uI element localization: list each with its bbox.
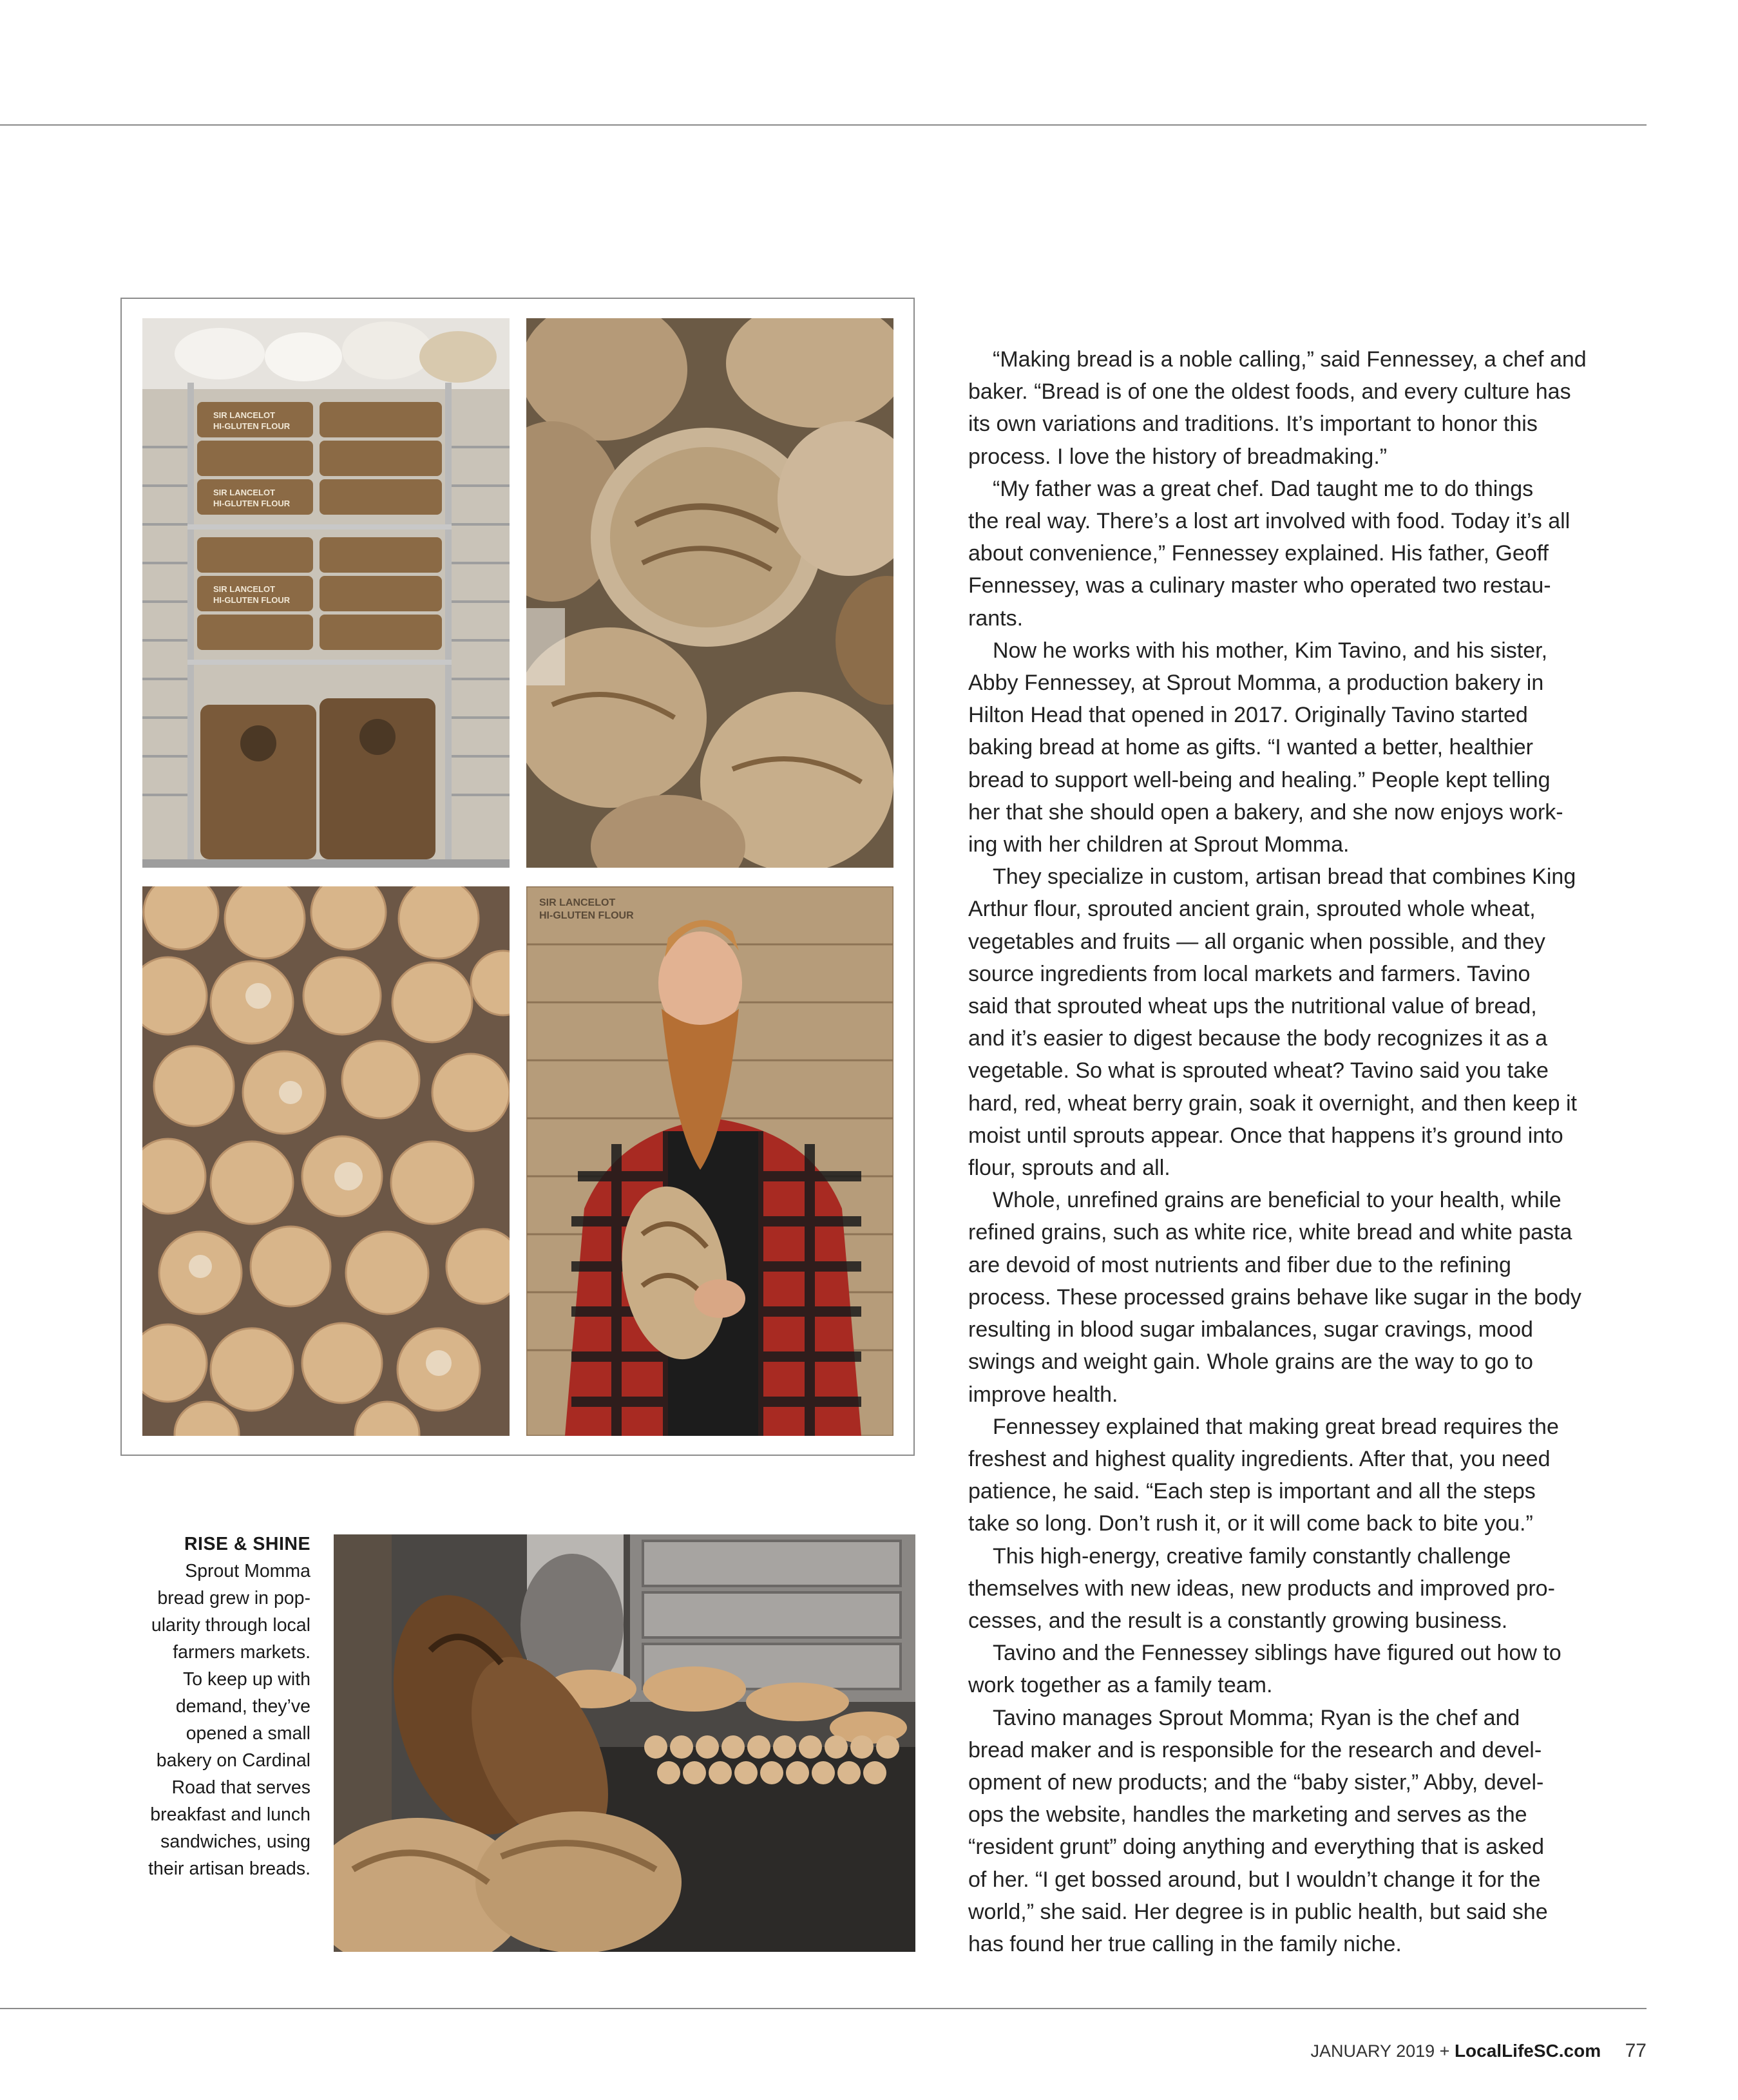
caption-line: Sprout Momma [185,1561,310,1581]
flour-shelves-photo [142,318,510,868]
article-line: about convenience,” Fennessey explained. His father, Geoff [968,541,1549,566]
article-line: ing with her children at Sprout Momma. [968,832,1350,857]
article-line: swings and weight gain. Whole grains are the way to go to [968,1350,1533,1375]
website-link[interactable]: LocalLifeSC.com [1454,2041,1601,2061]
article-line: said that sprouted wheat ups the nutritional value of bread, [968,994,1537,1019]
article-line: of her. “I get bossed around, but I wouldn’t change it for the [968,1867,1541,1892]
article-line: source ingredients from local markets and farmers. Tavino [968,961,1531,986]
caption-line: sandwiches, using [160,1831,310,1852]
article-line: Fennessey, was a culinary master who operated two restau- [968,573,1551,598]
caption-line: their artisan breads. [148,1858,310,1879]
article-line: are devoid of most nutrients and fiber due to the refining [968,1252,1511,1277]
flour-bag-label: SIR LANCELOT [539,897,616,908]
article-line: improve health. [968,1382,1118,1407]
caption-line: bread grew in pop- [157,1588,310,1608]
article-line: Fennessey explained that making great bread requires the [993,1414,1559,1439]
article-line: Hilton Head that opened in 2017. Originally Tavino started [968,703,1528,728]
article-line: Arthur flour, sprouted ancient grain, sprouted whole wheat, [968,897,1536,922]
article-line: refined grains, such as white rice, white bread and white pasta [968,1220,1572,1245]
caption-line: bakery on Cardinal [156,1750,310,1771]
dough-balls-photo [142,886,510,1436]
flour-bag-label: HI-GLUTEN FLOUR [213,499,291,508]
flour-bag-label: HI-GLUTEN FLOUR [213,421,291,431]
article-line: moist until sprouts appear. Once that happens it’s ground into [968,1123,1563,1148]
caption-line: breakfast and lunch [150,1804,310,1825]
article-line: themselves with new ideas, new products and improved pro- [968,1576,1555,1601]
round-loaves-photo [526,318,893,868]
article-body [968,343,1625,1960]
article-line: ops the website, handles the marketing and serves as the [968,1802,1527,1828]
bottom-rule [0,2008,1647,2009]
article-line: hard, red, wheat berry grain, soak it overnight, and then keep it [968,1091,1577,1116]
article-line: Tavino and the Fennessey siblings have figured out how to [993,1641,1561,1666]
top-rule [0,124,1647,126]
article-line: bread maker and is responsible for the research and devel- [968,1737,1542,1762]
article-line: baking bread at home as gifts. “I wanted a better, healthier [968,735,1533,760]
issue-date: JANUARY 2019 + [1310,2041,1450,2061]
article-line: Tavino manages Sprout Momma; Ryan is the chef and [993,1705,1520,1730]
bakery-interior-photo [334,1534,915,1952]
caption-line: opened a small [186,1723,310,1744]
caption-line: Road that serves [171,1777,310,1798]
flour-bag-label: SIR LANCELOT [213,584,276,594]
article-line: process. These processed grains behave like sugar in the body [968,1284,1581,1310]
article-line: This high-energy, creative family constantly challenge [993,1543,1511,1569]
caption-line: ularity through local [151,1615,310,1636]
article-line: vegetable. So what is sprouted wheat? Tavino said you take [968,1058,1549,1083]
article-line: “My father was a great chef. Dad taught me to do things [993,476,1534,501]
article-line: world,” she said. Her degree is in public health, but said she [968,1899,1548,1924]
article-line: bread to support well-being and healing.” People kept telling [968,767,1551,792]
article-line: vegetables and fruits — all organic when possible, and they [968,929,1545,954]
caption-line: To keep up with [182,1669,310,1690]
article-line: patience, he said. “Each step is important and all the steps [968,1479,1536,1504]
article-line: They specialize in custom, artisan bread that combines King [993,864,1576,890]
article-line: resulting in blood sugar imbalances, sugar cravings, mood [968,1317,1533,1342]
article-line: and it’s easier to digest because the body recognizes it as a [968,1026,1548,1051]
article-line: has found her true calling in the family niche. [968,1931,1402,1956]
article-line: Abby Fennessey, at Sprout Momma, a production bakery in [968,671,1544,696]
article-line: take so long. Don’t rush it, or it will come back to bite you.” [968,1511,1533,1536]
flour-bag-label: SIR LANCELOT [213,488,276,497]
page-footer [1311,2040,1647,2062]
caption-line: farmers markets. [173,1642,310,1663]
article-line: work together as a family team. [968,1673,1273,1698]
caption-line: demand, they’ve [175,1696,310,1717]
article-line: Whole, unrefined grains are beneficial to your health, while [993,1188,1561,1213]
article-line: freshest and highest quality ingredients. After that, you need [968,1446,1551,1471]
article-line: baker. “Bread is of one the oldest foods, and every culture has [968,379,1571,405]
article-line: its own variations and traditions. It’s important to honor this [968,412,1538,437]
article-line: the real way. There’s a lost art involved with food. Today it’s all [968,509,1571,534]
article-line: Now he works with his mother, Kim Tavino, and his sister, [993,638,1548,663]
article-line: rants. [968,606,1024,631]
article-line: “Making bread is a noble calling,” said Fennessey, a chef and [993,347,1587,372]
article-line: her that she should open a bakery, and she now enjoys work- [968,799,1563,825]
flour-bag-label: HI-GLUTEN FLOUR [539,910,634,921]
photo-caption [129,1531,310,1882]
baker-portrait-photo [526,886,893,1436]
page-number: 77 [1625,2040,1647,2061]
flour-bag-label: SIR LANCELOT [213,410,276,420]
article-line: opment of new products; and the “baby sister,” Abby, devel- [968,1770,1544,1795]
article-line: process. I love the history of breadmaking.” [968,444,1388,469]
flour-bag-label: HI-GLUTEN FLOUR [213,595,291,605]
caption-heading: RISE & SHINE [184,1534,310,1554]
article-line: flour, sprouts and all. [968,1156,1170,1181]
article-line: cesses, and the result is a constantly growing business. [968,1608,1508,1633]
article-line: “resident grunt” doing anything and everything that is asked [968,1835,1544,1860]
